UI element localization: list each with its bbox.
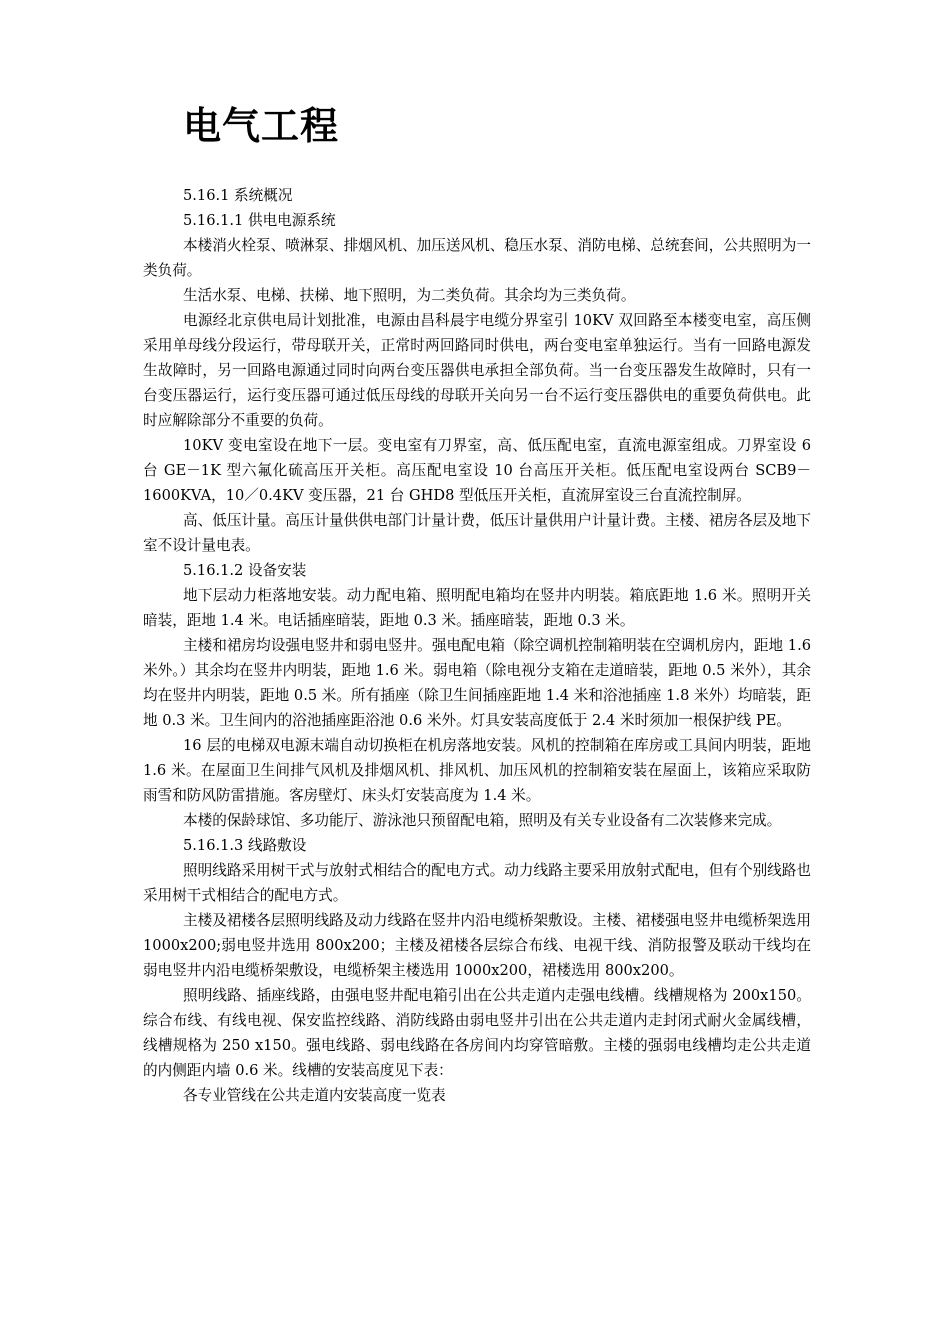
paragraph: 主楼及裙楼各层照明线路及动力线路在竖井内沿电缆桥架敷设。主楼、裙楼强电竖井电缆桥架选用 1000x200;弱电竖井选用 800x200；主楼及裙楼各层综合布线、电视干线、消防报警及联动干线均在弱电竖井内沿电缆桥架敷设，电缆桥架主楼选用 1000x200，裙楼选用 800x200。 [143, 912, 811, 979]
paragraph: 生活水泵、电梯、扶梯、地下照明，为二类负荷。其余均为三类负荷。 [183, 287, 636, 304]
paragraph: 主楼和裙房均设强电竖井和弱电竖井。强电配电箱（除空调机控制箱明装在空调机房内，距地 1.6 米外。）其余均在竖井内明装，距地 1.6 米。弱电箱（除电视分支箱在走道暗装，距地 0.5 米外），其余均在竖井内明装，距地 0.5 米。所有插座（除卫生间插座距地 1.4 米和浴池插座 1.8 米外）均暗装，距地 0.3 米。卫生间内的浴池插座距浴池 0.6 米外。灯具安装高度低于 2.4 米时须加一根保护线 PE。 [143, 637, 811, 729]
section-heading: 5.16.1 系统概况 [183, 187, 293, 204]
section-heading: 5.16.1.1 供电电源系统 [183, 212, 336, 229]
paragraph: 10KV 变电室设在地下一层。变电室有刀界室，高、低压配电室，直流电源室组成。刀界室设 6 台 GE－1K 型六氟化硫高压开关柜。高压配电室设 10 台高压开关柜。低压配电室设两台 SCB9－1600KVA，10／0.4KV 变压器，21 台 GHD8 型低压开关柜，直流屏室设三台直流控制屏。 [143, 437, 811, 504]
section-heading: 5.16.1.3 线路敷设 [183, 837, 307, 854]
paragraph: 照明线路采用树干式与放射式相结合的配电方式。动力线路主要采用放射式配电，但有个别线路也采用树干式相结合的配电方式。 [143, 862, 811, 904]
paragraph: 16 层的电梯双电源末端自动切换柜在机房落地安装。风机的控制箱在库房或工具间内明装，距地 1.6 米。在屋面卫生间排气风机及排烟风机、排风机、加压风机的控制箱安装在屋面上，该箱应采取防雨雪和防风防雷措施。客房壁灯、床头灯安装高度为 1.4 米。 [143, 737, 811, 804]
paragraph: 本楼的保龄球馆、多功能厅、游泳池只预留配电箱，照明及有关专业设备有二次装修来完成。 [183, 812, 782, 829]
paragraph: 高、低压计量。高压计量供供电部门计量计费，低压计量供用户计量计费。主楼、裙房各层及地下室不设计量电表。 [143, 512, 811, 554]
paragraph: 照明线路、插座线路，由强电竖井配电箱引出在公共走道内走强电线槽。线槽规格为 200x150。综合布线、有线电视、保安监控线路、消防线路由弱电竖井引出在公共走道内走封闭式耐火金属线槽，线槽规格为 250 x150。强电线路、弱电线路在各房间内均穿管暗敷。主楼的强弱电线槽均走公共走道的内侧距内墙 0.6 米。线槽的安装高度见下表： [143, 987, 811, 1079]
paragraph: 电源经北京供电局计划批准，电源由昌科晨宇电缆分界室引 10KV 双回路至本楼变电室，高压侧采用单母线分段运行，带母联开关，正常时两回路同时供电，两台变电室单独运行。当有一回路电源发生故障时，另一回路电源通过同时向两台变压器供电承担全部负荷。当一台变压器发生故障时，只有一台变压器运行，运行变压器可通过低压母线的母联开关向另一台不运行变压器供电的重要负荷供电。此时应解除部分不重要的负荷。 [143, 312, 811, 429]
document-body [143, 183, 811, 1108]
paragraph: 本楼消火栓泵、喷淋泵、排烟风机、加压送风机、稳压水泵、消防电梯、总统套间，公共照明为一类负荷。 [143, 237, 811, 279]
paragraph: 地下层动力柜落地安装。动力配电箱、照明配电箱均在竖井内明装。箱底距地 1.6 米。照明开关暗装，距地 1.4 米。电话插座暗装，距地 0.3 米。插座暗装，距地 0.3 米。 [143, 587, 811, 629]
page-title: 电气工程 [183, 104, 340, 148]
section-heading: 5.16.1.2 设备安装 [183, 562, 307, 579]
paragraph: 各专业管线在公共走道内安装高度一览表 [183, 1087, 446, 1104]
document-page [143, 96, 811, 1108]
